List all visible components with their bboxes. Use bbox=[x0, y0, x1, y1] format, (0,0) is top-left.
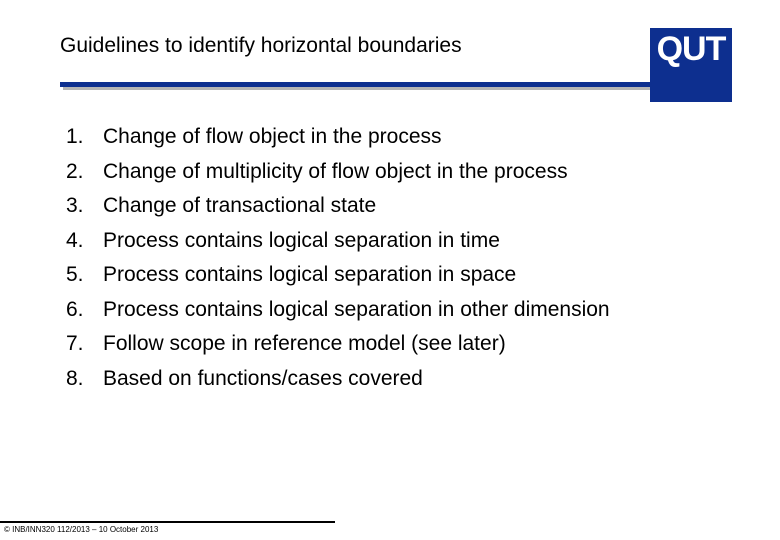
item-text: Follow scope in reference model (see later) bbox=[103, 332, 506, 356]
item-number: 1. bbox=[66, 125, 84, 149]
list-item bbox=[66, 155, 610, 190]
footer-rule bbox=[0, 521, 335, 523]
item-number: 6. bbox=[66, 297, 84, 321]
footer-text: © INB/INN320 112/2013 – 10 October 2013 bbox=[4, 525, 159, 534]
list-item bbox=[66, 362, 610, 397]
list-item bbox=[66, 327, 610, 362]
guideline-list bbox=[66, 120, 610, 396]
list-item bbox=[66, 258, 610, 293]
slide-title: Guidelines to identify horizontal boundaries bbox=[60, 34, 462, 57]
logo-text: QUT bbox=[656, 30, 726, 68]
title-underline bbox=[60, 82, 650, 87]
item-number: 8. bbox=[66, 366, 84, 390]
item-text: Process contains logical separation in other dimension bbox=[103, 297, 610, 321]
item-text: Change of transactional state bbox=[103, 194, 377, 218]
list-item bbox=[66, 120, 610, 155]
list-item bbox=[66, 224, 610, 259]
item-text: Change of multiplicity of flow object in the process bbox=[103, 159, 568, 183]
item-number: 2. bbox=[66, 159, 84, 183]
list-item bbox=[66, 189, 610, 224]
item-number: 7. bbox=[66, 332, 84, 356]
qut-logo bbox=[650, 28, 732, 102]
item-text: Based on functions/cases covered bbox=[103, 366, 423, 390]
list-item bbox=[66, 293, 610, 328]
item-text: Process contains logical separation in space bbox=[103, 263, 517, 287]
item-number: 5. bbox=[66, 263, 84, 287]
item-text: Change of flow object in the process bbox=[103, 125, 442, 149]
item-number: 4. bbox=[66, 228, 84, 252]
item-text: Process contains logical separation in time bbox=[103, 228, 500, 252]
item-number: 3. bbox=[66, 194, 84, 218]
